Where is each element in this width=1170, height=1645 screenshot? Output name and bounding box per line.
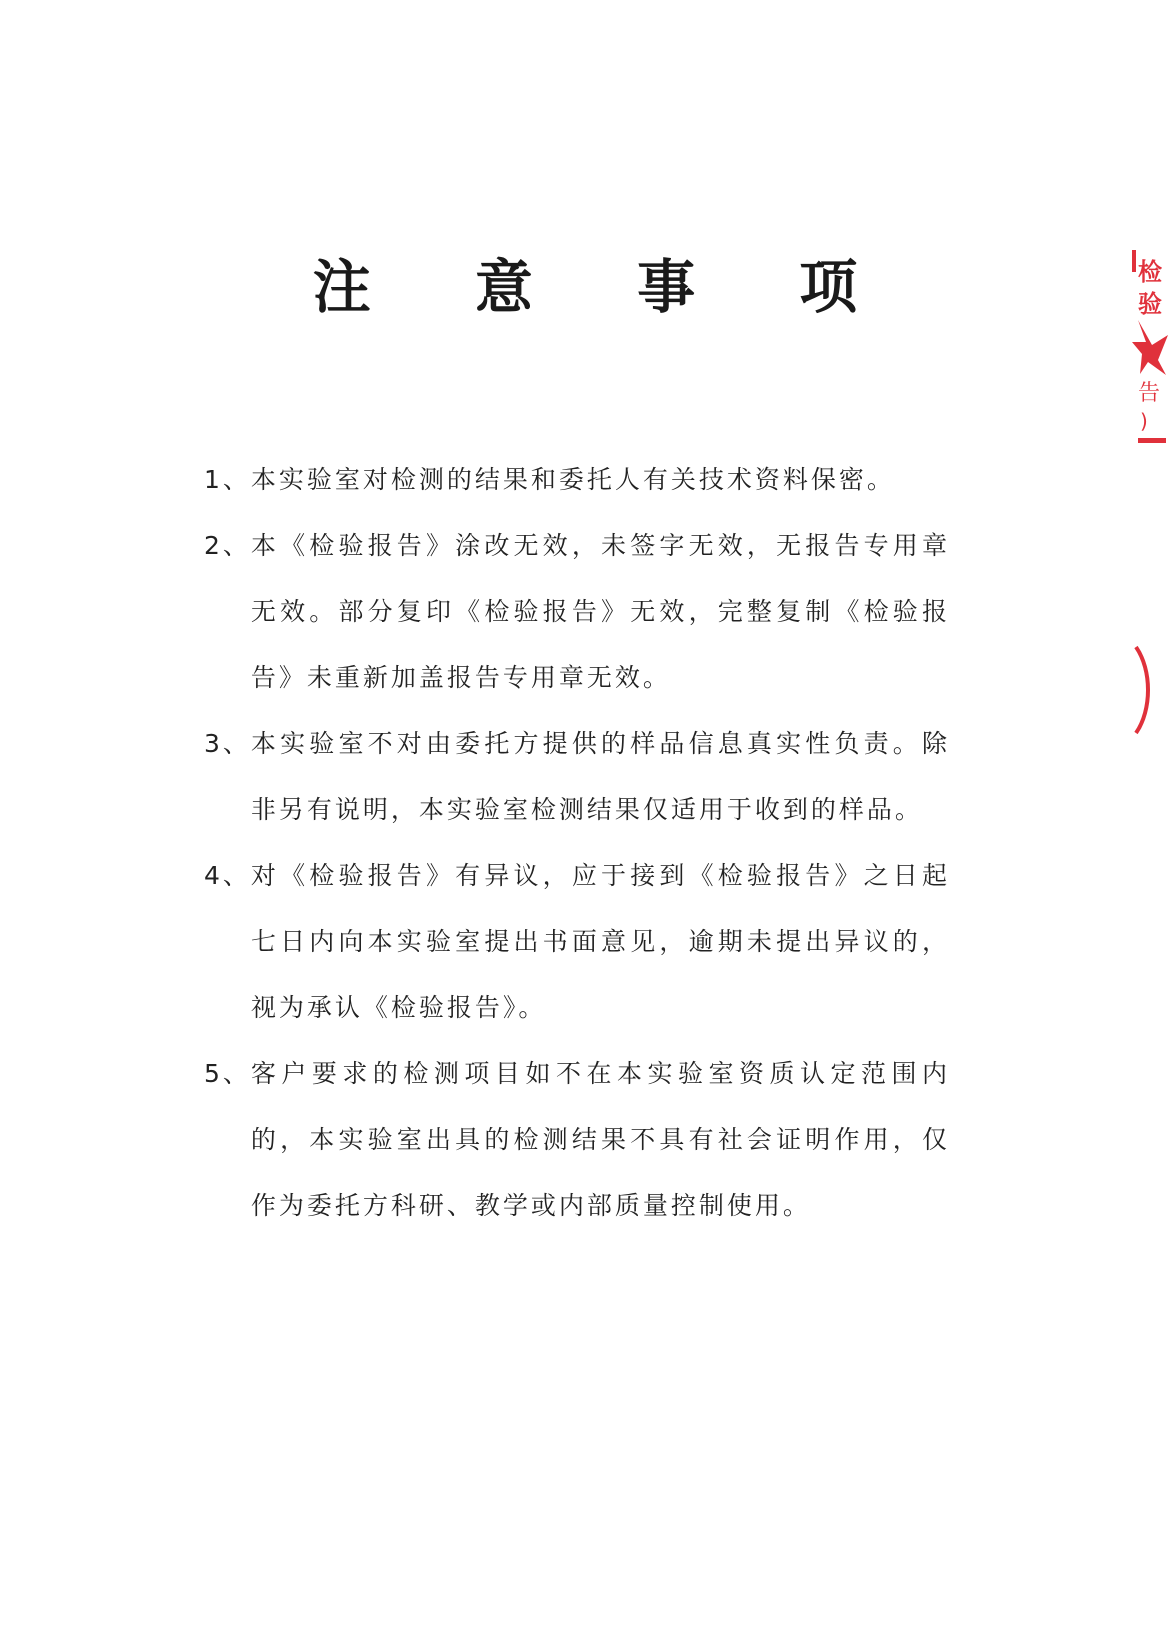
note-number: 1、 bbox=[204, 465, 251, 494]
note-text: 对《检验报告》有异议，应于接到《检验报告》之日起七日内向本实验室提出书面意见，逾期未提出异议的，视为承认《检验报告》。 bbox=[250, 861, 950, 1022]
note-number: 2、 bbox=[204, 531, 251, 560]
page-title: 注 意 事 项 bbox=[312, 253, 900, 321]
notes-list bbox=[204, 447, 950, 1239]
note-number: 4、 bbox=[204, 861, 251, 890]
seal-edge-arc bbox=[1130, 645, 1170, 735]
note-item-4 bbox=[204, 843, 950, 1041]
seal-stamp-fragment bbox=[1128, 250, 1170, 470]
note-item-1 bbox=[204, 447, 950, 513]
svg-text:验: 验 bbox=[1138, 290, 1162, 318]
note-number: 5、 bbox=[204, 1059, 251, 1088]
note-text: 本实验室不对由委托方提供的样品信息真实性负责。除非另有说明，本实验室检测结果仅适用于收到的样品。 bbox=[250, 729, 950, 824]
note-item-2 bbox=[204, 513, 950, 711]
note-text: 客户要求的检测项目如不在本实验室资质认定范围内的，本实验室出具的检测结果不具有社会证明作用，仅作为委托方科研、教学或内部质量控制使用。 bbox=[250, 1059, 950, 1220]
note-text: 本《检验报告》涂改无效，未签字无效，无报告专用章无效。部分复印《检验报告》无效，完整复制《检验报告》未重新加盖报告专用章无效。 bbox=[250, 531, 950, 692]
svg-text:告: 告 bbox=[1138, 381, 1161, 406]
svg-text:检: 检 bbox=[1138, 258, 1162, 286]
note-number: 3、 bbox=[204, 729, 251, 758]
svg-text:): ) bbox=[1140, 409, 1148, 433]
note-text: 本实验室对检测的结果和委托人有关技术资料保密。 bbox=[250, 465, 895, 494]
note-item-5 bbox=[204, 1041, 950, 1239]
note-item-3 bbox=[204, 711, 950, 843]
